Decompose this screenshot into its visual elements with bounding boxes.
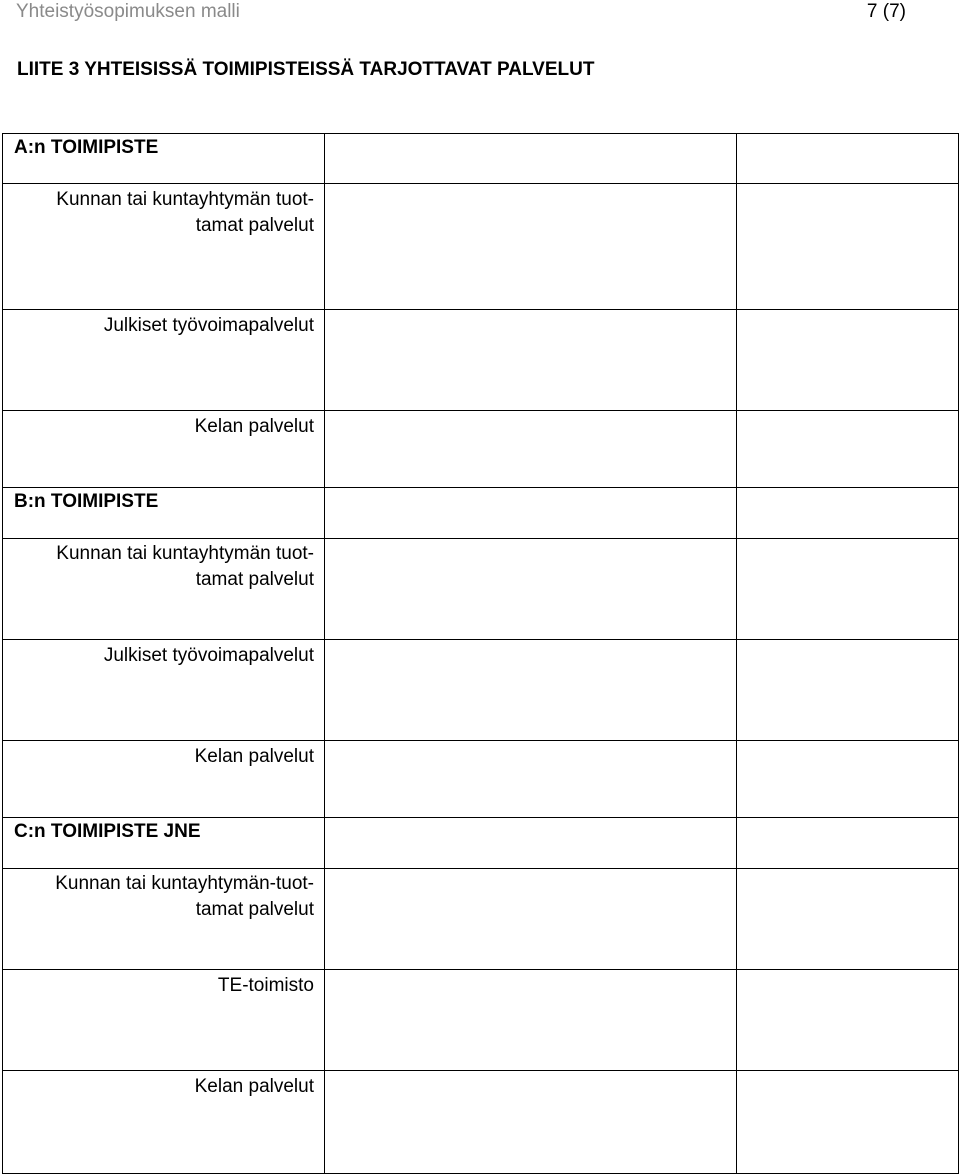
row-divider: [2, 487, 959, 488]
row-label-municipal-services-line1: Kunnan tai kuntayhtymän tuot-: [56, 543, 314, 564]
table-border-left: [2, 133, 3, 1174]
row-divider: [2, 639, 959, 640]
table-border-bottom: [2, 1173, 959, 1174]
row-label-kela-services: Kelan palvelut: [194, 416, 314, 437]
row-divider: [2, 410, 959, 411]
row-divider: [2, 868, 959, 869]
row-divider: [2, 538, 959, 539]
row-divider: [2, 183, 959, 184]
row-label-employment-services: Julkiset työvoimapalvelut: [103, 645, 314, 666]
row-label-municipal-services-line2: tamat palvelut: [195, 899, 314, 920]
row-label-te-office: TE-toimisto: [217, 975, 314, 996]
table-divider-col1: [324, 133, 325, 1174]
row-divider: [2, 969, 959, 970]
row-label-municipal-services-line2: tamat palvelut: [195, 569, 314, 590]
section-heading-c: C:n TOIMIPISTE JNE: [14, 821, 201, 842]
section-heading-b: B:n TOIMIPISTE: [14, 491, 159, 512]
row-label-kela-services: Kelan palvelut: [194, 746, 314, 767]
row-divider: [2, 1070, 959, 1071]
row-label-municipal-services-line2: tamat palvelut: [195, 215, 314, 236]
row-divider: [2, 740, 959, 741]
document-title: LIITE 3 YHTEISISSÄ TOIMIPISTEISSÄ TARJOTTAVAT PALVELUT: [17, 59, 595, 80]
row-divider: [2, 817, 959, 818]
row-divider: [2, 309, 959, 310]
row-label-municipal-services-line1: Kunnan tai kuntayhtymän-tuot-: [55, 873, 314, 894]
table-divider-col2: [736, 133, 737, 1174]
page-number: 7 (7): [866, 1, 906, 22]
section-heading-a: A:n TOIMIPISTE: [14, 137, 159, 158]
row-label-employment-services: Julkiset työvoimapalvelut: [103, 315, 314, 336]
page-header-doc-name: Yhteistyösopimuksen malli: [16, 1, 240, 22]
row-label-kela-services: Kelan palvelut: [194, 1076, 314, 1097]
row-label-municipal-services-line1: Kunnan tai kuntayhtymän tuot-: [56, 189, 314, 210]
table-border-right: [958, 133, 959, 1174]
table-border-top: [2, 133, 959, 134]
